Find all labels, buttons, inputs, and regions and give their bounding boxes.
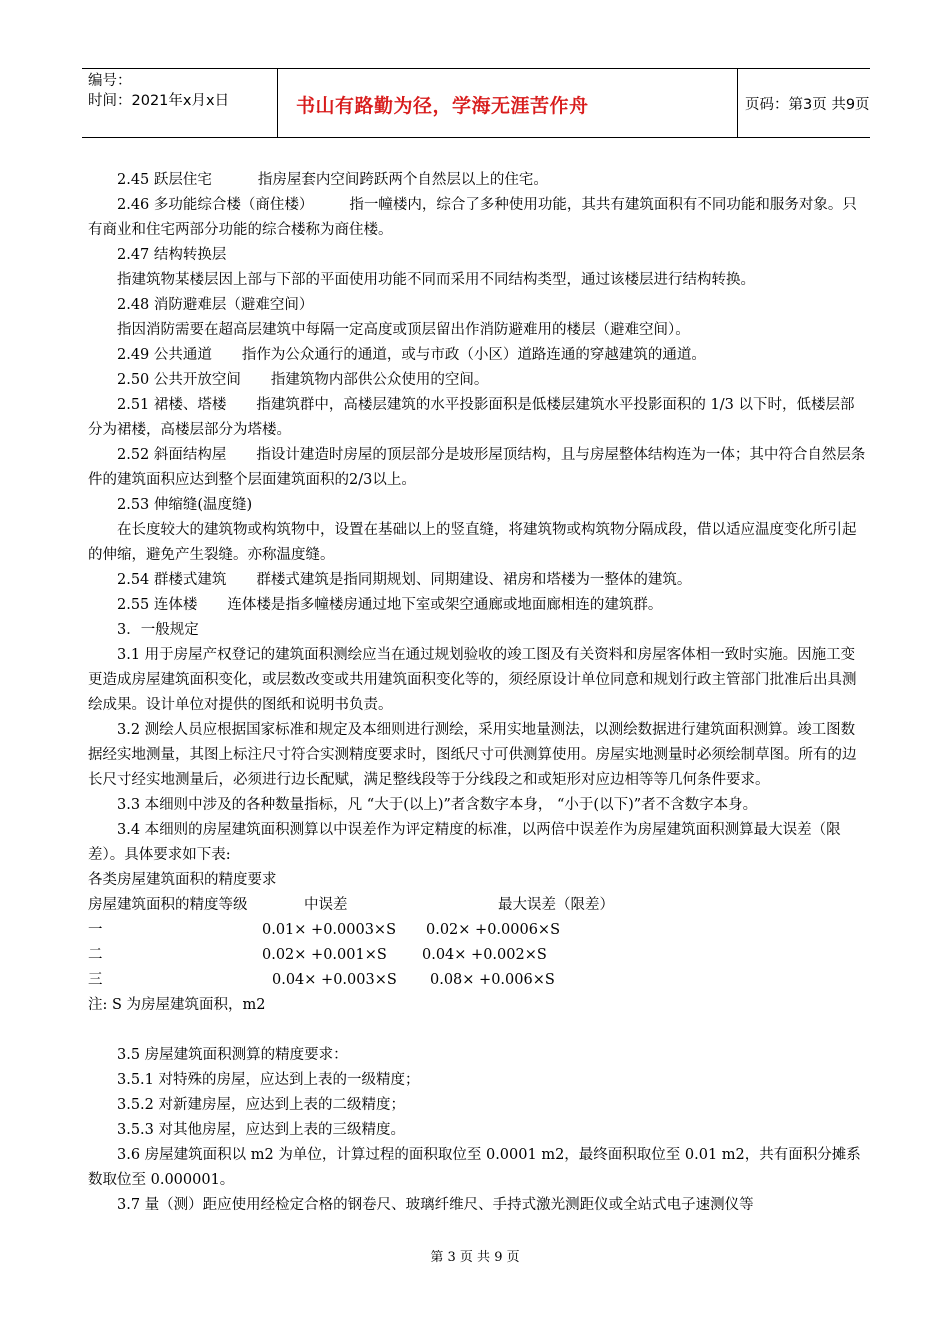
precision-table xyxy=(88,893,866,993)
table-header-mean-error: 中误差 xyxy=(304,897,348,913)
table-row xyxy=(88,943,866,968)
paragraph-2-49: 2.49 公共通道 指作为公众通行的通道，或与市政（小区）道路连通的穿越建筑的通道。 xyxy=(117,347,706,363)
page-footer: 第 3 页 共 9 页 xyxy=(430,1250,520,1265)
table-row xyxy=(88,968,866,993)
paragraph-3-1: 3.1 用于房屋产权登记的建筑面积测绘应当在通过规划验收的竣工图及有关资料和房屋客体相一致时实施。因施工变更造成房屋建筑面积变化，或层数改变或共用建筑面积变化等的，须经原设计单位同意和规划行政主管部门批准后出具测绘成果。设计单位对提供的图纸和说明书负责。 xyxy=(88,647,857,713)
table-cell-mean-error: 0.02× +0.001×S xyxy=(262,947,387,963)
paragraph-3-5-3: 3.5.3 对其他房屋，应达到上表的三级精度。 xyxy=(117,1122,406,1138)
paragraph-3-5-2: 3.5.2 对新建房屋，应达到上表的二级精度； xyxy=(117,1097,406,1113)
table-cell-grade: 三 xyxy=(88,972,103,988)
paragraph-2-45: 2.45 跃层住宅 指房屋套内空间跨跃两个自然层以上的住宅。 xyxy=(117,172,548,188)
paragraph-2-52: 2.52 斜面结构屋 指设计建造时房屋的顶层部分是坡形屋顶结构，且与房屋整体结构连为一体；其中符合自然层条件的建筑面积应达到整个层面建筑面积的2/3以上。 xyxy=(88,447,866,488)
page-header xyxy=(82,68,870,138)
table-cell-grade: 一 xyxy=(88,922,103,938)
table-cell-max-error: 0.02× +0.0006×S xyxy=(426,922,561,938)
paragraph-2-47-title: 2.47 结构转换层 xyxy=(117,247,227,263)
table-header-max-error: 最大误差（限差） xyxy=(498,897,614,913)
document-number-label: 编号： xyxy=(88,73,132,89)
table-header-grade: 房屋建筑面积的精度等级 xyxy=(88,897,248,913)
section-3-heading: 3．一般规定 xyxy=(117,622,199,638)
header-motto-cell xyxy=(278,69,738,137)
paragraph-3-7: 3.7 量（测）距应使用经检定合格的钢卷尺、玻璃纤维尺、手持式激光测距仪或全站式电子速测仪等 xyxy=(117,1197,754,1213)
paragraph-3-6: 3.6 房屋建筑面积以 m2 为单位，计算过程的面积取位至 0.0001 m2，最终面积取位至 0.01 m2，共有面积分摊系数取位至 0.000001。 xyxy=(88,1147,861,1188)
document-body xyxy=(88,168,866,1218)
paragraph-2-55: 2.55 连体楼 连体楼是指多幢楼房通过地下室或架空通廊或地面廊相连的建筑群。 xyxy=(117,597,663,613)
table-header-row xyxy=(88,893,866,918)
paragraph-2-53-text: 在长度较大的建筑物或构筑物中，设置在基础以上的竖直缝，将建筑物或构筑物分隔成段，借以适应温度变化所引起的伸缩，避免产生裂缝。亦称温度缝。 xyxy=(88,522,857,563)
table-cell-mean-error: 0.01× +0.0003×S xyxy=(262,922,397,938)
paragraph-3-5: 3.5 房屋建筑面积测算的精度要求： xyxy=(117,1047,348,1063)
table-title: 各类房屋建筑面积的精度要求 xyxy=(88,872,277,888)
paragraph-3-4: 3.4 本细则的房屋建筑面积测算以中误差作为评定精度的标准，以两倍中误差作为房屋建筑面积测算最大误差（限差）。具体要求如下表: xyxy=(88,822,841,863)
table-cell-max-error: 0.08× +0.006×S xyxy=(430,972,555,988)
paragraph-2-48-title: 2.48 消防避难层（避难空间） xyxy=(117,297,314,313)
paragraph-3-2: 3.2 测绘人员应根据国家标准和规定及本细则进行测绘，采用实地量测法，以测绘数据进行建筑面积测算。竣工图数据经实地测量，其图上标注尺寸符合实测精度要求时，图纸尺寸可供测算使用。房屋实地测量时必须绘制草图。所有的边长尺寸经实地测量后，必须进行边长配赋，满足整线段等于分线段之和或矩形对应边相等等几何条件要求。 xyxy=(88,722,857,788)
paragraph-2-54: 2.54 群楼式建筑 群楼式建筑是指同期规划、同期建设、裙房和塔楼为一整体的建筑。 xyxy=(117,572,692,588)
header-page-number: 页码：第3页 共9页 xyxy=(745,97,870,113)
table-note: 注: S 为房屋建筑面积，m2 xyxy=(88,997,266,1013)
paragraph-3-5-1: 3.5.1 对特殊的房屋，应达到上表的一级精度； xyxy=(117,1072,420,1088)
header-info xyxy=(82,69,278,137)
paragraph-2-46: 2.46 多功能综合楼（商住楼） 指一幢楼内，综合了多种使用功能，其共有建筑面积有不同功能和服务对象。只有商业和住宅两部分功能的综合楼称为商住楼。 xyxy=(88,197,857,238)
blank-line xyxy=(88,1018,866,1043)
table-row xyxy=(88,918,866,943)
paragraph-3-3: 3.3 本细则中涉及的各种数量指标，凡 “大于(以上)”者含数字本身， “小于(以下)”者不含数字本身。 xyxy=(117,797,758,813)
paragraph-2-51: 2.51 裙楼、塔楼 指建筑群中，高楼层建筑的水平投影面积是低楼层建筑水平投影面积的 1/3 以下时，低楼层部分为裙楼，高楼层部分为塔楼。 xyxy=(88,397,855,438)
paragraph-2-47-text: 指建筑物某楼层因上部与下部的平面使用功能不同而采用不同结构类型，通过该楼层进行结构转换。 xyxy=(117,272,755,288)
paragraph-2-50: 2.50 公共开放空间 指建筑物内部供公众使用的空间。 xyxy=(117,372,489,388)
header-page-cell xyxy=(737,69,870,137)
header-motto: 书山有路勤为径，学海无涯苦作舟 xyxy=(296,95,589,117)
paragraph-2-53-title: 2.53 伸缩缝(温度缝) xyxy=(117,497,253,513)
table-cell-max-error: 0.04× +0.002×S xyxy=(422,947,547,963)
table-cell-mean-error: 0.04× +0.003×S xyxy=(272,972,397,988)
table-cell-grade: 二 xyxy=(88,947,103,963)
paragraph-2-48-text: 指因消防需要在超高层建筑中每隔一定高度或顶层留出作消防避难用的楼层（避难空间）。 xyxy=(117,322,690,338)
document-date-label: 时间：2021年x月x日 xyxy=(88,93,230,109)
